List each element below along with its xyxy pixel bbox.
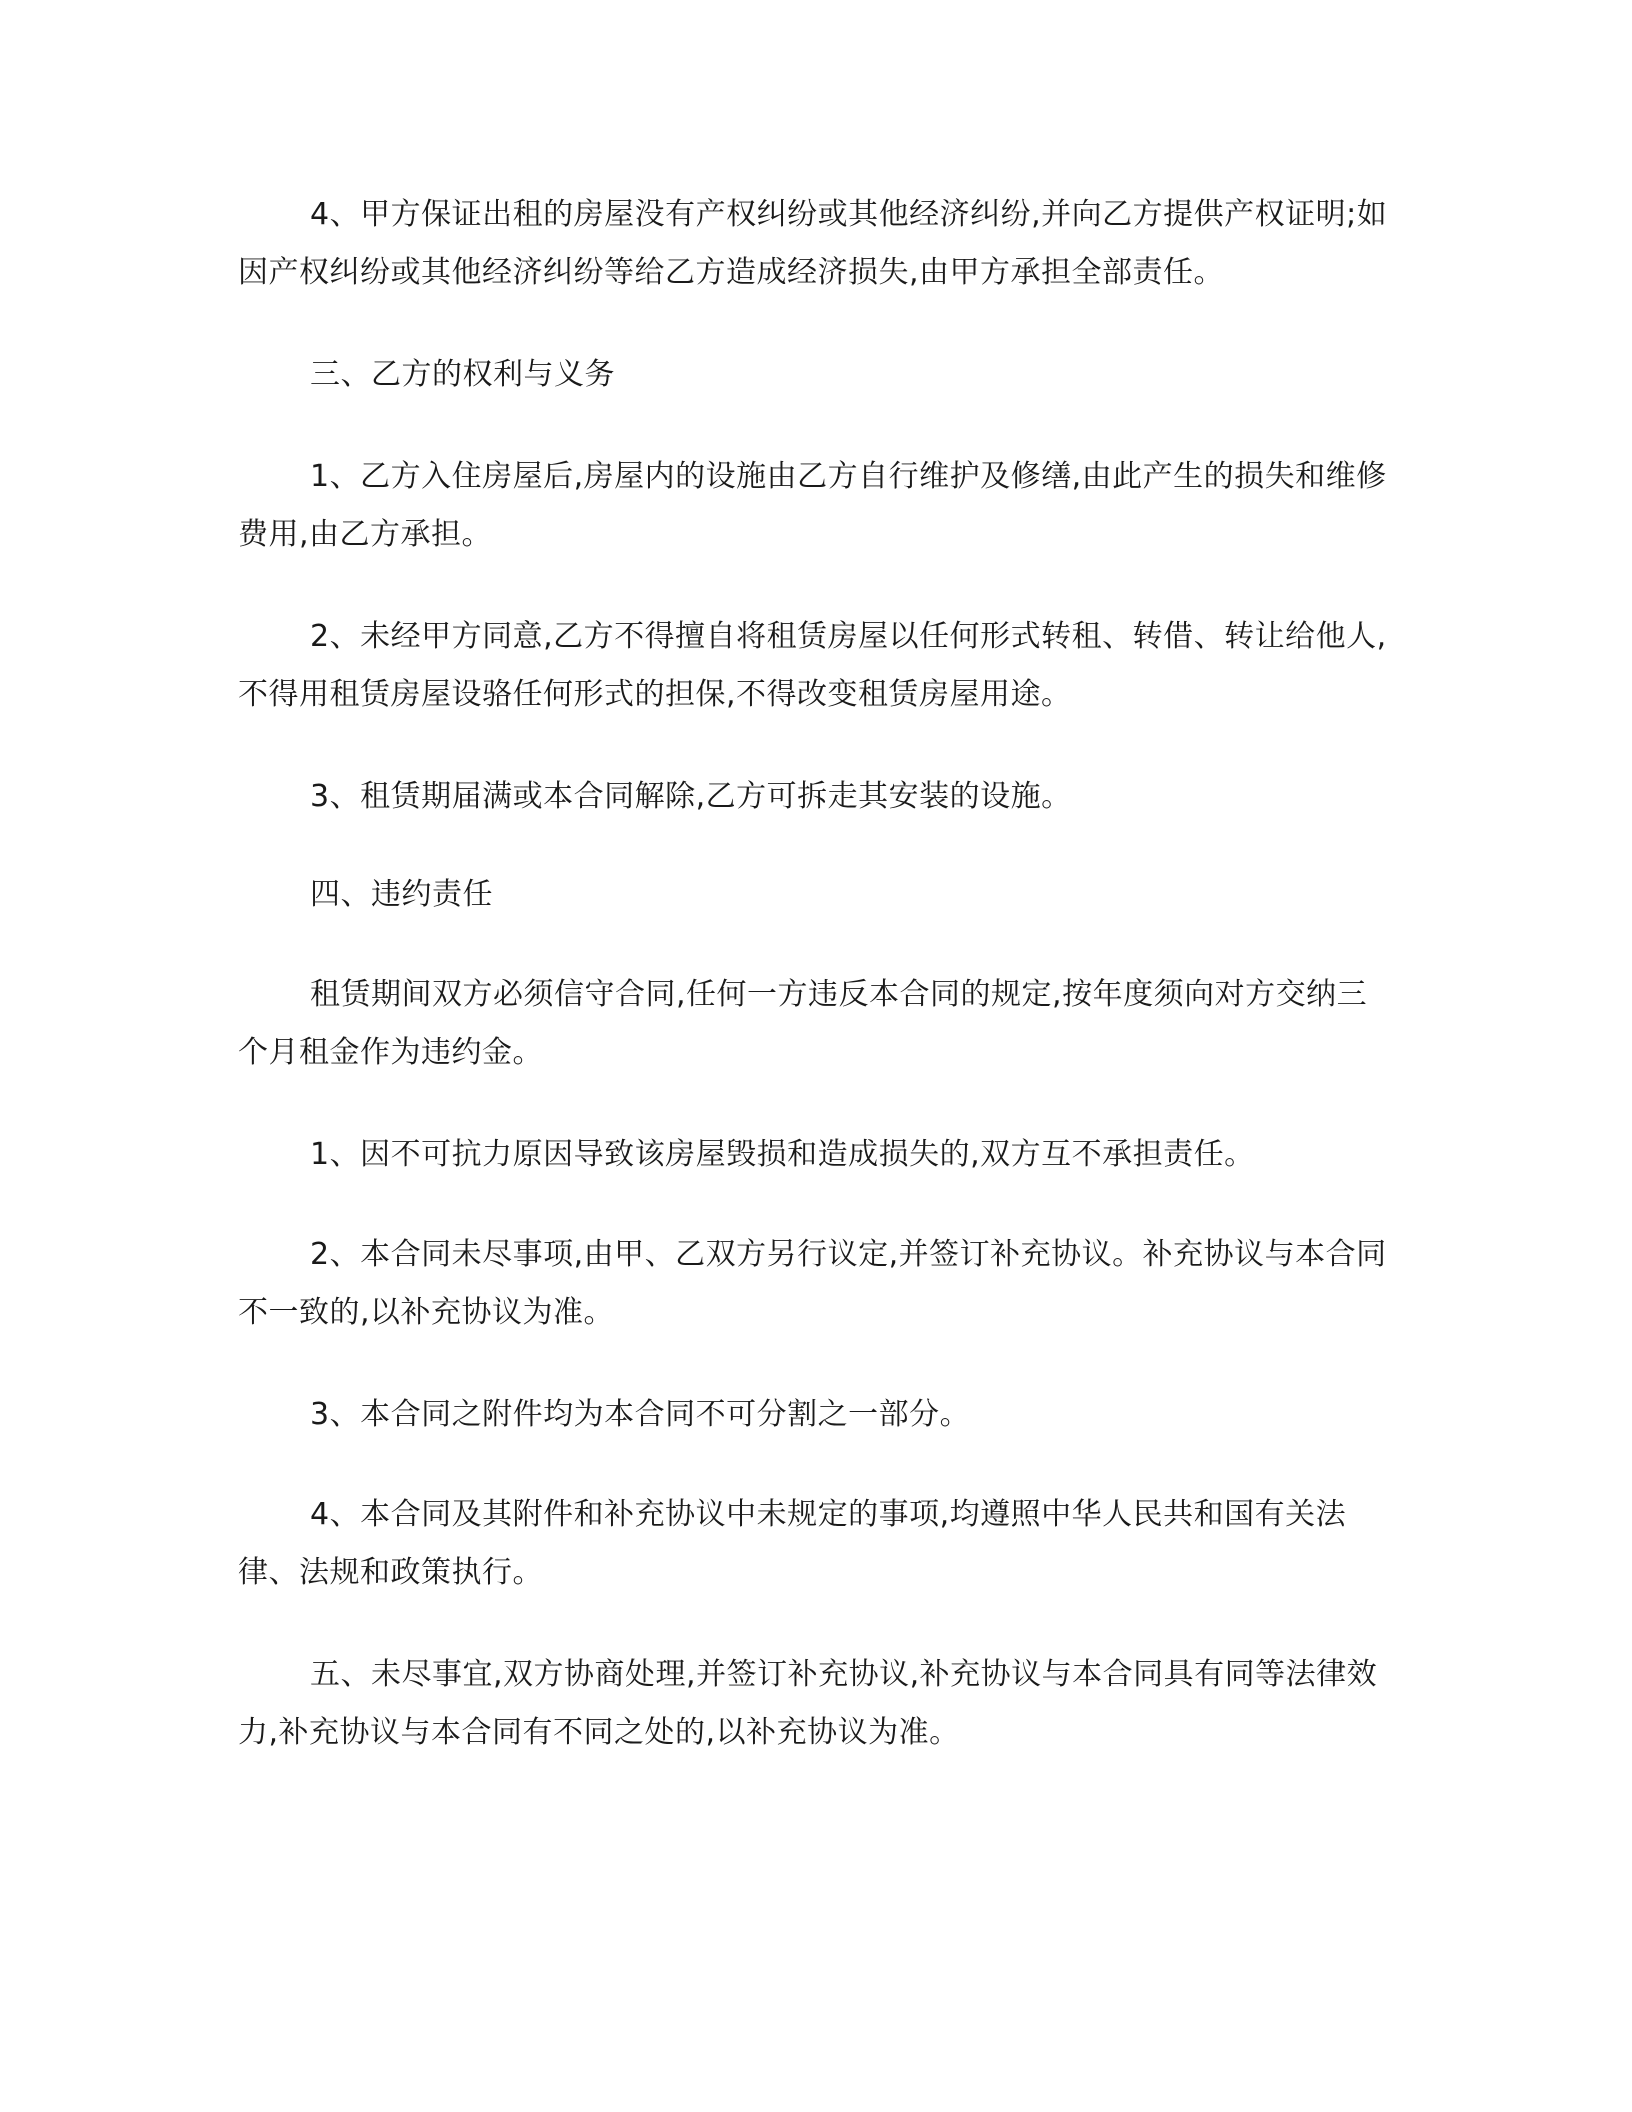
clause-4-ownership: 4、甲方保证出租的房屋没有产权纠纷或其他经济纠纷,并向乙方提供产权证明;如因产权纠纷或其他经济纠纷等给乙方造成经济损失,由甲方承担全部责任。: [238, 197, 1388, 290]
section-heading-3: 三、乙方的权利与义务: [310, 357, 615, 392]
clause-2-supplement: 2、本合同未尽事项,由甲、乙双方另行议定,并签订补充协议。补充协议与本合同不一致的,以补充协议为准。: [238, 1237, 1387, 1330]
clause-4-law: 4、本合同及其附件和补充协议中未规定的事项,均遵照中华人民共和国有关法律、法规和政策执行。: [238, 1497, 1347, 1590]
section-5-unresolved: 五、未尽事宜,双方协商处理,并签订补充协议,补充协议与本合同具有同等法律效力,补充协议与本合同有不同之处的,以补充协议为准。: [238, 1657, 1378, 1750]
clause-1-force-majeure: 1、因不可抗力原因导致该房屋毁损和造成损失的,双方互不承担责任。: [310, 1137, 1255, 1172]
clause-3-facilities: 3、租赁期届满或本合同解除,乙方可拆走其安装的设施。: [310, 779, 1072, 814]
breach-penalty-paragraph: 租赁期间双方必须信守合同,任何一方违反本合同的规定,按年度须向对方交纳三个月租金作为违约金。: [238, 977, 1368, 1070]
clause-2-sublet: 2、未经甲方同意,乙方不得擅自将租赁房屋以任何形式转租、转借、转让给他人,不得用租赁房屋设骆任何形式的担保,不得改变租赁房屋用途。: [238, 619, 1387, 712]
clause-3-annex: 3、本合同之附件均为本合同不可分割之一部分。: [310, 1397, 971, 1432]
clause-1-maintenance: 1、乙方入住房屋后,房屋内的设施由乙方自行维护及修缮,由此产生的损失和维修费用,由乙方承担。: [238, 459, 1387, 552]
section-heading-4: 四、违约责任: [310, 877, 493, 912]
